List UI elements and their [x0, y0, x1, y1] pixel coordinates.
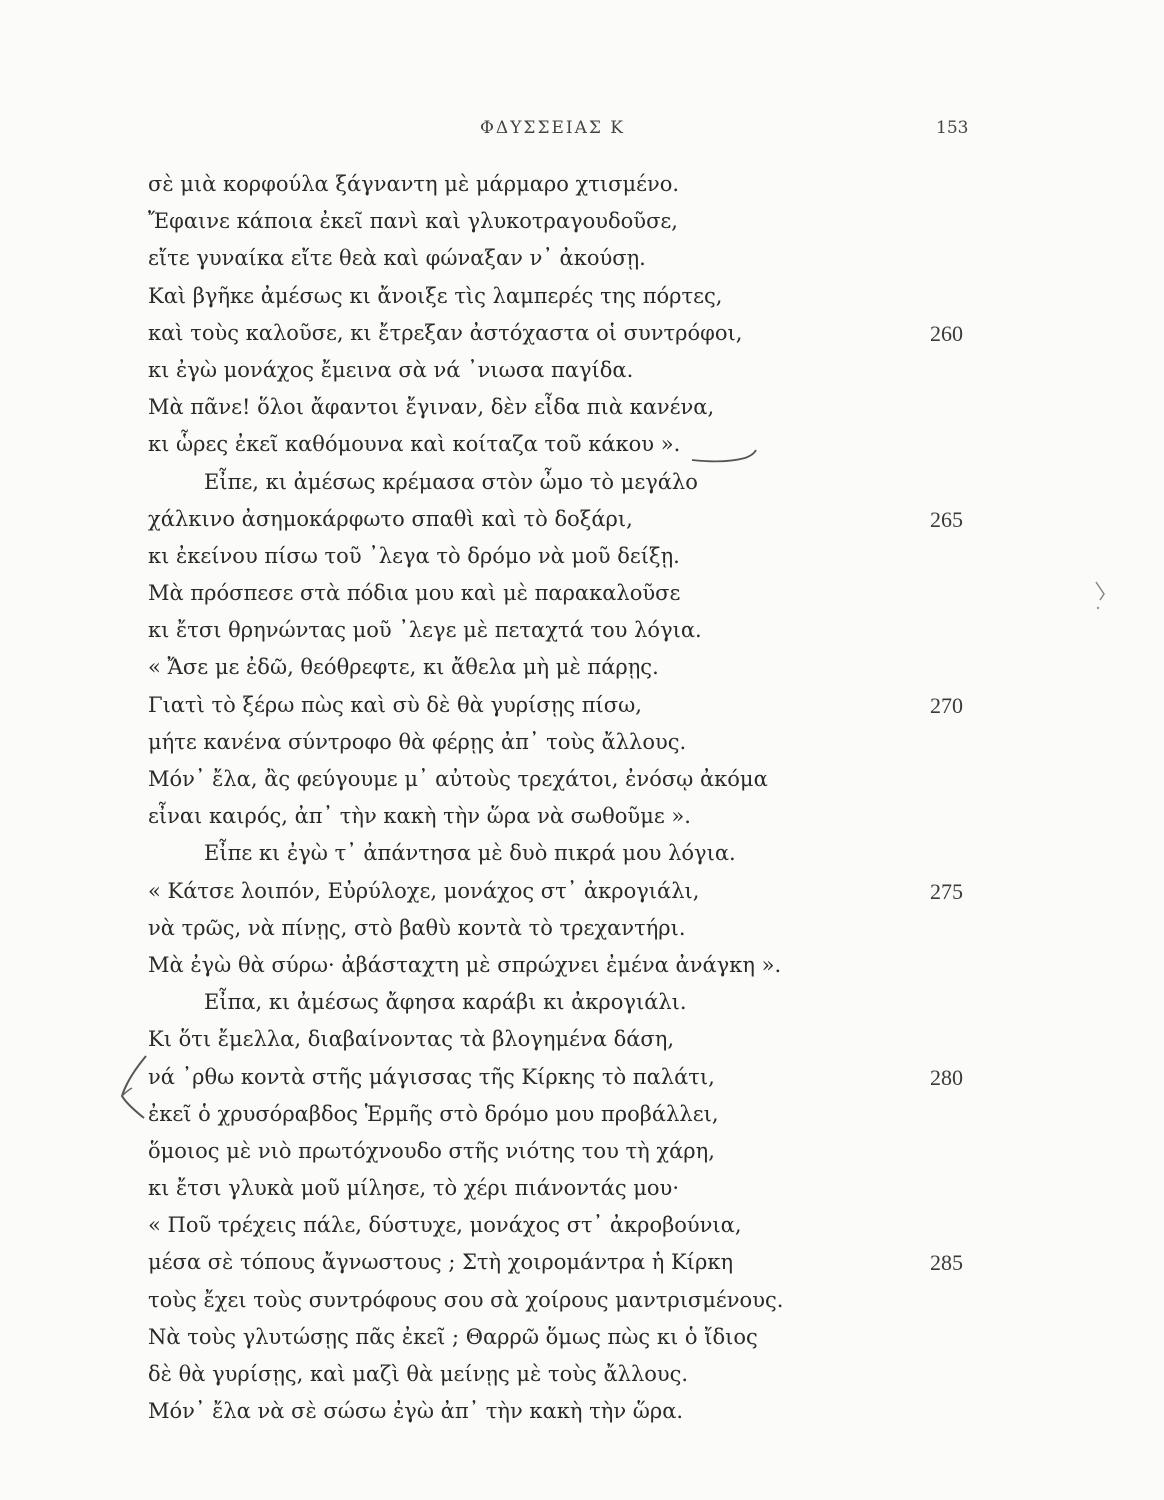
poem-line-text: μήτε κανένα σύντροφο θὰ φέρῃς ἀπ᾽ τοὺς ἄλλους. — [148, 729, 687, 754]
poem-line-text: κι ἔτσι θρηνώντας μοῦ ᾽λεγε μὲ πεταχτά του λόγια. — [148, 618, 702, 643]
poem-line — [148, 649, 1048, 686]
poem-line-text: μέσα σὲ τόπους ἄγνωστους ; Στὴ χοιρομάντρα ἡ Κίρκη — [148, 1250, 734, 1275]
poem-line — [148, 575, 1048, 612]
poem-line-text: Κι ὅτι ἔμελλα, διαβαίνοντας τὰ βλογημένα δάση, — [148, 1027, 675, 1052]
poem-line — [148, 1059, 1048, 1096]
line-number: 265 — [930, 506, 963, 532]
stray-ink-speck — [1090, 578, 1120, 618]
poem-text — [148, 166, 1048, 1430]
poem-line — [148, 1170, 1048, 1207]
poem-line-text: ὅμοιος μὲ νιὸ πρωτόχνουδο στῆς νιότης του τὴ χάρη, — [148, 1138, 715, 1163]
poem-line — [148, 166, 1048, 203]
poem-line — [148, 352, 1048, 389]
poem-line-text: Μόν᾽ ἔλα νὰ σὲ σώσω ἐγὼ ἀπ᾽ τὴν κακὴ τὴν ὥρα. — [148, 1399, 684, 1424]
poem-line — [148, 1319, 1048, 1356]
poem-line — [148, 1096, 1048, 1133]
poem-line-text: κι ἐκείνου πίσω τοῦ ᾽λεγα τὸ δρόμο νὰ μοῦ δείξῃ. — [148, 543, 680, 568]
poem-line-text: Μὰ πρόσπεσε στὰ πόδια μου καὶ μὲ παρακαλοῦσε — [148, 581, 681, 606]
poem-line — [148, 240, 1048, 277]
poem-line-text: νὰ τρῶς, νὰ πίνῃς, στὸ βαθὺ κοντὰ τὸ τρεχαντήρι. — [148, 915, 686, 940]
pencil-underline-mark — [690, 446, 760, 466]
poem-line — [148, 203, 1048, 240]
poem-line — [148, 278, 1048, 315]
poem-line — [148, 315, 1048, 352]
poem-line — [148, 1393, 1048, 1430]
poem-line — [148, 538, 1048, 575]
poem-line-text: « Κάτσε λοιπόν, Εὐρύλοχε, μονάχος στ᾽ ἀκρογιάλι, — [148, 878, 700, 903]
poem-line-text: Εἶπε, κι ἀμέσως κρέμασα στὸν ὦμο τὸ μεγάλο — [204, 469, 698, 494]
poem-line-text: χάλκινο ἀσημοκάρφωτο σπαθὶ καὶ τὸ δοξάρι, — [148, 506, 633, 531]
poem-line-text: Γιατὶ τὸ ξέρω πὼς καὶ σὺ δὲ θὰ γυρίσῃς πίσω, — [148, 692, 642, 717]
poem-line — [148, 389, 1048, 426]
poem-line — [148, 687, 1048, 724]
poem-line-text: σὲ μιὰ κορφούλα ξάγναντη μὲ μάρμαρο χτισμένο. — [148, 172, 680, 196]
poem-line — [148, 910, 1048, 947]
poem-line-text: νά ᾽ρθω κοντὰ στῆς μάγισσας τῆς Κίρκης τὸ παλάτι, — [148, 1064, 715, 1089]
poem-line — [148, 984, 1048, 1021]
poem-line-text: Μὰ ἐγὼ θὰ σύρω· ἀβάσταχτη μὲ σπρώχνει ἐμένα ἀνάγκη ». — [148, 952, 782, 977]
poem-line — [148, 835, 1048, 872]
line-number: 285 — [930, 1250, 963, 1276]
poem-line-text: « Ποῦ τρέχεις πάλε, δύστυχε, μονάχος στ᾽ ἀκροβούνια, — [148, 1213, 742, 1238]
handwritten-bracket-mark — [116, 1048, 156, 1128]
poem-line — [148, 464, 1048, 501]
poem-line — [148, 1356, 1048, 1393]
poem-line — [148, 761, 1048, 798]
poem-line-text: Νὰ τοὺς γλυτώσῃς πᾶς ἐκεῖ ; Θαρρῶ ὅμως πὼς κι ὁ ἴδιος — [148, 1324, 758, 1349]
poem-line-text: Μὰ πᾶνε! ὅλοι ἄφαντοι ἔγιναν, δὲν εἶδα πιὰ κανένα, — [148, 395, 715, 420]
running-title: ΦΔΥΣΣΕΙΑΣ Κ — [480, 118, 626, 138]
poem-line — [148, 1133, 1048, 1170]
poem-line — [148, 1244, 1048, 1281]
poem-line-text: εἴτε γυναίκα εἴτε θεὰ καὶ φώναξαν ν᾽ ἀκούσῃ. — [148, 246, 646, 271]
running-head — [0, 118, 1164, 142]
poem-line-text: Καὶ βγῆκε ἀμέσως κι ἄνοιξε τὶς λαμπερές της πόρτες, — [148, 283, 723, 308]
poem-line — [148, 426, 1048, 463]
poem-line-text: κι ἐγὼ μονάχος ἔμεινα σὰ νά ᾽νιωσα παγίδα. — [148, 357, 634, 382]
poem-line-text: δὲ θὰ γυρίσῃς, καὶ μαζὶ θὰ μείνῃς μὲ τοὺς ἄλλους. — [148, 1362, 689, 1386]
poem-line-text: ἐκεῖ ὁ χρυσόραβδος Ἑρμῆς στὸ δρόμο μου προβάλλει, — [148, 1101, 719, 1126]
poem-line — [148, 798, 1048, 835]
line-number: 275 — [930, 878, 963, 904]
line-number: 270 — [930, 692, 963, 718]
poem-line-text: καὶ τοὺς καλοῦσε, κι ἔτρεξαν ἀστόχαστα οἱ συντρόφοι, — [148, 320, 743, 345]
poem-line — [148, 612, 1048, 649]
poem-line — [148, 1207, 1048, 1244]
poem-line — [148, 1282, 1048, 1319]
page-number: 153 — [936, 118, 969, 138]
poem-line — [148, 873, 1048, 910]
poem-line — [148, 501, 1048, 538]
poem-line-text: Μόν᾽ ἔλα, ἂς φεύγουμε μ᾽ αὐτοὺς τρεχάτοι, ἐνόσῳ ἀκόμα — [148, 767, 768, 791]
poem-line — [148, 724, 1048, 761]
line-number: 260 — [930, 320, 963, 346]
poem-line — [148, 947, 1048, 984]
poem-line-text: τοὺς ἔχει τοὺς συντρόφους σου σὰ χοίρους μαντρισμένους. — [148, 1287, 784, 1312]
poem-line — [148, 1021, 1048, 1058]
poem-line-text: κι ἔτσι γλυκὰ μοῦ μίλησε, τὸ χέρι πιάνοντάς μου· — [148, 1176, 679, 1201]
poem-line-text: εἶναι καιρός, ἀπ᾽ τὴν κακὴ τὴν ὥρα νὰ σωθοῦμε ». — [148, 804, 691, 829]
poem-line-text: Εἶπα, κι ἀμέσως ἄφησα καράβι κι ἀκρογιάλι. — [204, 990, 687, 1015]
line-number: 280 — [930, 1064, 963, 1090]
poem-line-text: Εἶπε κι ἐγὼ τ᾽ ἀπάντησα μὲ δυὸ πικρά μου λόγια. — [204, 841, 736, 866]
poem-line-text: Ἔφαινε κάποια ἐκεῖ πανὶ καὶ γλυκοτραγουδοῦσε, — [148, 209, 678, 234]
poem-line-text: « Ἄσε με ἐδῶ, θεόθρεφτε, κι ἄθελα μὴ μὲ πάρῃς. — [148, 655, 659, 680]
poem-line-text: κι ὧρες ἐκεῖ καθόμουνα καὶ κοίταζα τοῦ κάκου ». — [148, 432, 681, 457]
